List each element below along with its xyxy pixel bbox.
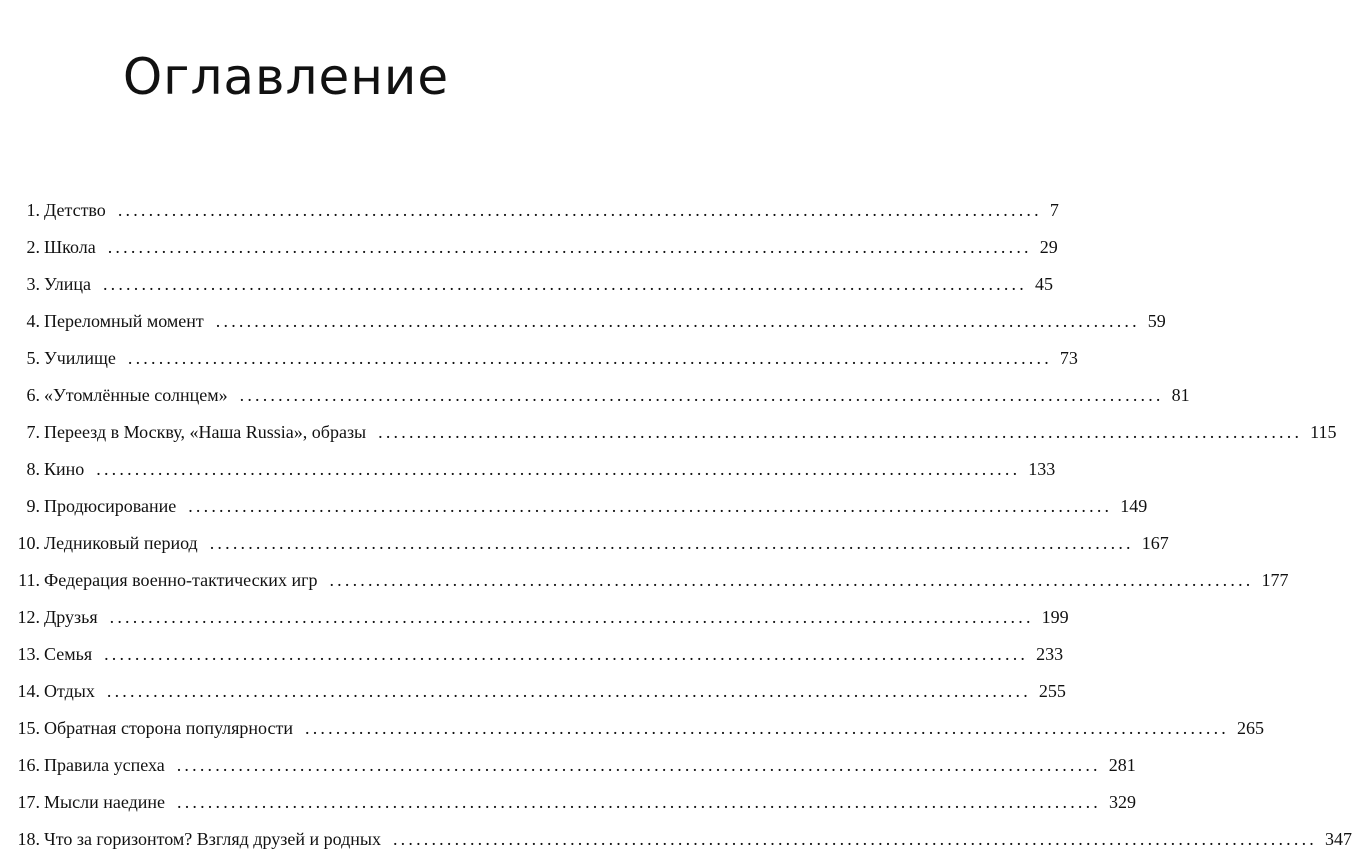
toc-entry[interactable] [0,231,1058,268]
toc-entry-number: 4. [26,311,40,331]
toc-leader-dots: ........................................................................................................................ [107,237,1032,257]
toc-entry-title: Друзья [44,607,98,627]
toc-leader-dots: ........................................................................................................................ [392,829,1317,849]
toc-entry[interactable] [0,379,1190,416]
toc-entry-page-number: 81 [1171,385,1190,405]
toc-entry[interactable] [0,527,1169,564]
toc-entry-number: 14. [17,681,40,701]
toc-leader-dots: ........................................................................................................................ [102,274,1027,294]
toc-leader-dots: ........................................................................................................................ [106,681,1031,701]
toc-entry[interactable] [0,823,1352,860]
toc-entry-page-number: 73 [1059,348,1078,368]
toc-leader-dots: ........................................................................................................................ [176,755,1101,775]
toc-leader-dots: ........................................................................................................................ [378,422,1303,442]
toc-entry[interactable] [0,416,1337,453]
toc-entry-page-number: 329 [1109,792,1136,812]
toc-entry-page-number: 7 [1049,200,1059,220]
toc-leader-dots: ........................................................................................................................ [109,607,1034,627]
toc-leader-dots: ........................................................................................................................ [188,496,1113,516]
toc-entry-title: «Утомлённые солнцем» [44,385,228,405]
toc-entry-title: Детство [44,200,106,220]
toc-entry-number: 12. [17,607,40,627]
toc-entry-number: 2. [26,237,40,257]
toc-entry-number: 11. [18,570,40,590]
toc-entry-page-number: 149 [1120,496,1148,516]
toc-entry-page-number: 59 [1147,311,1166,331]
toc-entry-number: 8. [26,459,40,479]
toc-entry[interactable] [0,490,1148,527]
toc-entry-number: 10. [17,533,40,553]
toc-entry[interactable] [0,601,1069,638]
toc-entry-title: Что за горизонтом? Взгляд друзей и родных [44,829,381,849]
toc-entry-title: Федерация военно-тактических игр [44,570,318,590]
toc-leader-dots: ........................................................................................................................ [209,533,1134,553]
toc-leader-dots: ........................................................................................................................ [177,792,1101,812]
toc-entry-title: Переезд в Москву, «Наша Russia», образы [44,422,367,442]
toc-entry-title: Семья [44,644,93,664]
toc-leader-dots: ........................................................................................................................ [127,348,1052,368]
toc-entry[interactable] [0,712,1264,749]
toc-entry-title: Школа [44,237,96,257]
toc-entry-number: 17. [17,792,40,812]
toc-leader-dots: ........................................................................................................................ [239,385,1164,405]
toc-entry-title: Обратная сторона популярности [44,718,293,738]
toc-entry[interactable] [0,305,1166,342]
toc-entry-page-number: 115 [1310,422,1337,442]
toc-entry[interactable] [0,638,1064,675]
toc-entry[interactable] [0,194,1059,231]
toc-entry-page-number: 281 [1108,755,1136,775]
toc-leader-dots: ........................................................................................................................ [305,718,1229,738]
toc-entry-page-number: 255 [1038,681,1066,701]
toc-entry-page-number: 133 [1028,459,1056,479]
table-of-contents [0,194,1352,860]
toc-entry-page-number: 29 [1039,237,1058,257]
toc-entry[interactable] [0,268,1053,305]
toc-entry-number: 1. [26,200,40,220]
toc-leader-dots: ........................................................................................................................ [329,570,1254,590]
toc-entry[interactable] [0,453,1056,490]
toc-leader-dots: ........................................................................................................................ [215,311,1140,331]
toc-entry[interactable] [0,749,1136,786]
toc-entry-title: Ледниковый период [44,533,198,553]
toc-entry-page-number: 177 [1261,570,1289,590]
toc-entry-title: Улица [44,274,91,294]
toc-entry[interactable] [0,675,1066,712]
toc-entry-title: Училище [44,348,116,368]
toc-entry-number: 6. [26,385,40,405]
toc-leader-dots: ........................................................................................................................ [117,200,1042,220]
toc-leader-dots: ........................................................................................................................ [104,644,1029,664]
toc-entry-number: 18. [17,829,40,849]
toc-entry[interactable] [0,564,1289,601]
toc-entry-page-number: 167 [1141,533,1169,553]
toc-entry-number: 13. [17,644,40,664]
toc-entry[interactable] [0,342,1078,379]
toc-entry-title: Продюсирование [44,496,177,516]
toc-entry-page-number: 199 [1041,607,1069,627]
toc-entry[interactable] [0,786,1136,823]
toc-entry-page-number: 265 [1237,718,1264,738]
toc-entry-number: 15. [17,718,40,738]
toc-entry-page-number: 233 [1036,644,1064,664]
toc-entry-number: 9. [26,496,40,516]
toc-entry-page-number: 45 [1034,274,1053,294]
page-title: Оглавление [122,47,450,106]
toc-entry-number: 16. [17,755,40,775]
toc-entry-number: 3. [26,274,40,294]
toc-leader-dots: ........................................................................................................................ [96,459,1021,479]
toc-entry-title: Мысли наедине [44,792,165,812]
toc-entry-title: Отдых [44,681,95,701]
toc-entry-number: 5. [26,348,40,368]
toc-entry-title: Правила успеха [44,755,165,775]
toc-entry-page-number: 347 [1324,829,1352,849]
toc-entry-title: Кино [44,459,85,479]
toc-entry-title: Переломный момент [44,311,204,331]
toc-entry-number: 7. [26,422,40,442]
